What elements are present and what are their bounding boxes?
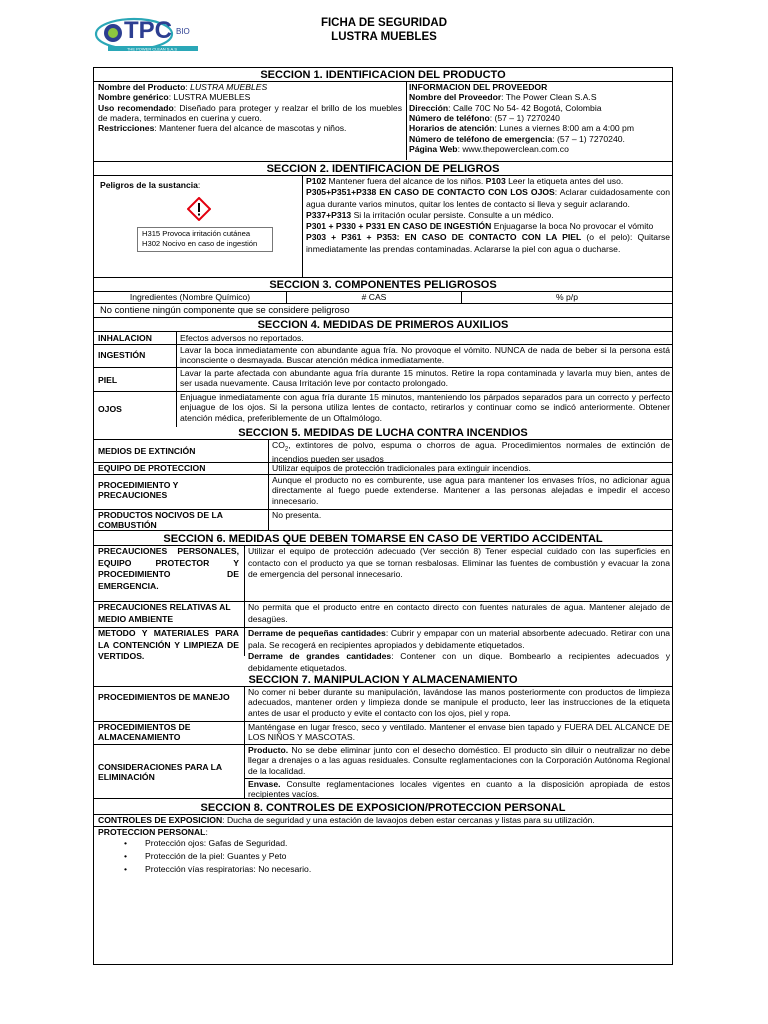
section1-product-info: Nombre del Producto: LUSTRA MUEBLES Nombre genérico: LUSTRA MUEBLES Uso recomendado: Diseñado para proteger y realzar el brillo de los muebles de madera, terminados en cuerina y cuero. Restricciones: Mantener fuera del alcance de mascotas y niños. xyxy=(98,82,402,134)
col-ingredients: Ingredientes (Nombre Químico) xyxy=(129,292,251,302)
recommended-use: Diseñado para proteger y realzar el brillo de los muebles de madera, terminados en cuerina y cuero. xyxy=(98,102,402,123)
handling-label: PROCEDIMIENTOS DE MANEJO xyxy=(98,692,230,702)
supplier-info: INFORMACION DEL PROVEEDOR Nombre del Proveedor: The Power Clean S.A.S Dirección: Calle 70C No 54- 42 Bogotá, Colombia Número de teléfono: (57 – 1) 7270240 Horarios de atención: Lunes a viernes 8:00 am a 4:00 pm Número de teléfono de emergencia: (57 – 1) 7270240. Página Web: www.thepowerclean.com.co xyxy=(409,82,634,154)
section4-title: SECCION 4. MEDIDAS DE PRIMEROS AUXILIOS xyxy=(94,319,672,331)
product-name: LUSTRA MUEBLES xyxy=(190,82,268,92)
document-title xyxy=(0,16,768,44)
title-line1: FICHA DE SEGURIDAD xyxy=(320,17,448,29)
first-aid-inhalation-text: Efectos adversos no reportados. xyxy=(180,333,304,343)
fire-media-label: MEDIOS DE EXTINCIÓN xyxy=(98,446,196,456)
first-aid-skin-label: PIEL xyxy=(98,375,118,385)
no-hazardous-components: No contiene ningún componente que se considere peligroso xyxy=(100,304,350,315)
disposal-label: CONSIDERACIONES PARA LA ELIMINACIÓN xyxy=(98,762,222,783)
website: www.thepowerclean.com.co xyxy=(462,143,569,154)
section3-title: SECCION 3. COMPONENTES PELIGROSOS xyxy=(94,279,672,291)
section8-title: SECCION 8. CONTROLES DE EXPOSICION/PROTECCION PERSONAL xyxy=(94,802,672,814)
fire-toxic-products-label: PRODUCTOS NOCIVOS DE LA COMBUSTIÓN xyxy=(98,510,223,531)
logo-small: BIO xyxy=(176,27,190,36)
spill-environment-label: PRECAUCIONES RELATIVAS AL MEDIO AMBIENTE xyxy=(98,602,231,624)
spill-cleanup-text: Derrame de pequeñas cantidades: Cubrir y empapar con un material absorbente adecuado. Retirar con una pala. Se recogerá en recipientes apropiados y debidamente etiquetados. Derrame de grandes cantidades: Contener con un dique. Bombearlo a recipientes adecuados y debidamente etiquetados. xyxy=(248,628,670,673)
disposal-package-text: Envase. Consulte reglamentaciones locales vigentes en cuanto a la disposición apropiada de estos recipientes vacíos. xyxy=(248,779,670,800)
storage-label: PROCEDIMIENTOS DE ALMACENAMIENTO xyxy=(98,722,191,743)
generic-name: LUSTRA MUEBLES xyxy=(173,92,251,103)
storage-text: Manténgase en lugar fresco, seco y ventilado. Mantener el envase bien tapado y FUERA DEL ALCANCE DE LOS NIÑOS Y MASCOTAS. xyxy=(248,722,670,743)
logo-text: TPC xyxy=(124,17,172,44)
spill-environment-text: No permita que el producto entre en contacto directo con fuentes naturales de agua. Mantener alejado de desagües. xyxy=(248,602,670,624)
hazards-label: Peligros de la sustancia: xyxy=(100,180,201,190)
spill-personal-text: Utilizar el equipo de protección adecuado (Ver sección 8) Tener especial cuidado con las superficies en contacto con el producto ya que se tornan resbalosas. Eliminar las fuentes de combustión y evacuar la zona de emergencia del personal innecesario. xyxy=(248,546,670,579)
list-item: • Protección vías respiratorias: No necesario. xyxy=(98,863,668,876)
exclamation-pictogram-icon xyxy=(187,197,211,221)
disposal-product-text: Producto. No se debe eliminar junto con el desecho doméstico. El producto sin diluir o neutralizar no debe llegar a drenajes o a las aguas residuales. Consulte reglamentaciones con la Corporación Autónoma Regional de la localidad. xyxy=(248,745,670,776)
col-pp: % p/p xyxy=(556,292,578,302)
fire-toxic-products-text: No presenta. xyxy=(272,510,322,520)
fire-procedure-text: Aunque el producto no es comburente, use agua para mantener los envases fríos, no adicionar agua directamente al fuego puede extenderse. Mantener a las personas alejadas e impedir el acceso innecesario. xyxy=(272,475,670,506)
first-aid-ingestion-text: Lavar la boca inmediatamente con abundante agua fría. No provoque el vómito. NUNCA de nada de beber si la persona está inconsciente o desmayada. Buscar atención médica inmediatamente. xyxy=(180,345,670,366)
safety-sheet-frame xyxy=(93,67,673,965)
first-aid-eyes-label: OJOS xyxy=(98,404,122,414)
precaution-statements: P102 Mantener fuera del alcance de los niños. P103 Leer la etiqueta antes del uso. P305+P351+P338 EN CASO DE CONTACTO CON LOS OJOS: Aclarar cuidadosamente con agua durante varios minutos, quitar los lentes de contacto si lleva y seguir aclarando. P337+P313 Si la irritación ocular persiste. Consulte a un médico. P301 + P330 + P331 EN CASO DE INGESTIÓN Enjuagarse la boca No provocar el vómito P303 + P361 + P353: EN CASO DE CONTACTO CON LA PIEL (o el pelo): Quitarse inmediatamente las prendas contaminadas. Aclararse la piel con agua o ducharse. xyxy=(306,176,670,254)
exposure-controls: CONTROLES DE EXPOSICION: Ducha de seguridad y una estación de lavaojos deben estar cercanas y listas para su utilización. xyxy=(98,815,595,825)
section2-title: SECCION 2. IDENTIFICACION DE PELIGROS xyxy=(94,163,672,175)
list-item: • Protección ojos: Gafas de Seguridad. xyxy=(98,837,668,850)
personal-protection: PROTECCION PERSONAL: • Protección ojos: Gafas de Seguridad. • Protección de la piel: Guantes y Peto • Protección vías respiratorias: No necesario. xyxy=(98,827,668,876)
section7-title: SECCION 7. MANIPULACION Y ALMACENAMIENTO xyxy=(94,674,672,686)
spill-cleanup-label: METODO Y MATERIALES PARA LA CONTENCIÓN Y LIMPIEZA DE VERTIDOS. xyxy=(98,628,239,661)
first-aid-eyes-text: Enjuague inmediatamente con agua fría durante 15 minutos, manteniendo los párpados separados para un correcto y perfecto enjuague de los ojos. Si la persona utiliza lentes de contacto, retirarlos y continuar como se indicó anteriormente. Obtener atención médica, preferiblemente de un Oftalmólogo. xyxy=(180,392,670,423)
fire-equipment-label: EQUIPO DE PROTECCION xyxy=(98,463,206,473)
hazard-statements-box xyxy=(137,227,273,252)
fire-procedure-label: PROCEDIMIENTO Y PRECAUCIONES xyxy=(98,480,179,501)
col-cas: # CAS xyxy=(361,292,387,302)
section5-title: SECCION 5. MEDIDAS DE LUCHA CONTRA INCENDIOS xyxy=(94,427,672,439)
restrictions: Mantener fuera del alcance de mascotas y niños. xyxy=(159,123,347,134)
title-line2: LUSTRA MUEBLES xyxy=(331,31,437,43)
section6-title: SECCION 6. MEDIDAS QUE DEBEN TOMARSE EN CASO DE VERTIDO ACCIDENTAL xyxy=(94,533,672,545)
logo-sub: THE POWER CLEAN S.A.S xyxy=(126,46,178,52)
list-item: • Protección de la piel: Guantes y Peto xyxy=(98,850,668,863)
h302: H302 Nocivo en caso de ingestión xyxy=(142,239,258,248)
spill-personal-label: PRECAUCIONES PERSONALES, EQUIPO PROTECTOR Y PROCEDIMIENTO DE EMERGENCIA. xyxy=(98,546,239,591)
ppe-list xyxy=(98,837,668,876)
fire-equipment-text: Utilizar equipos de protección tradicionales para extinguir incendios. xyxy=(272,463,531,473)
first-aid-skin-text: Lavar la parte afectada con abundante agua fría durante 15 minutos. Retire la ropa contaminada y lavarla muy bien, antes de ser usada nuevamente. Causa Irritación leve por contacto prolongado. xyxy=(180,368,670,389)
handling-text: No comer ni beber durante su manipulación, lavándose las manos posteriormente con productos de limpieza adecuados, mantener orden y limpieza donde se manipule el producto, leer las instrucciones de la etiqueta antes de usar el producto y evite el contacto con los ojos, piel y ropa. xyxy=(248,687,670,718)
first-aid-ingestion-label: INGESTIÓN xyxy=(98,350,146,360)
h315: H315 Provoca irritación cutánea xyxy=(142,229,251,238)
section1-title: SECCION 1. IDENTIFICACION DEL PRODUCTO xyxy=(94,69,672,81)
first-aid-inhalation-label: INHALACION xyxy=(98,333,152,343)
fire-media-text: $CO_2$, extintores de polvo, espuma o chorros de agua. Procedimientos normales de extinción de incendios pueden ser usados xyxy=(272,440,670,464)
